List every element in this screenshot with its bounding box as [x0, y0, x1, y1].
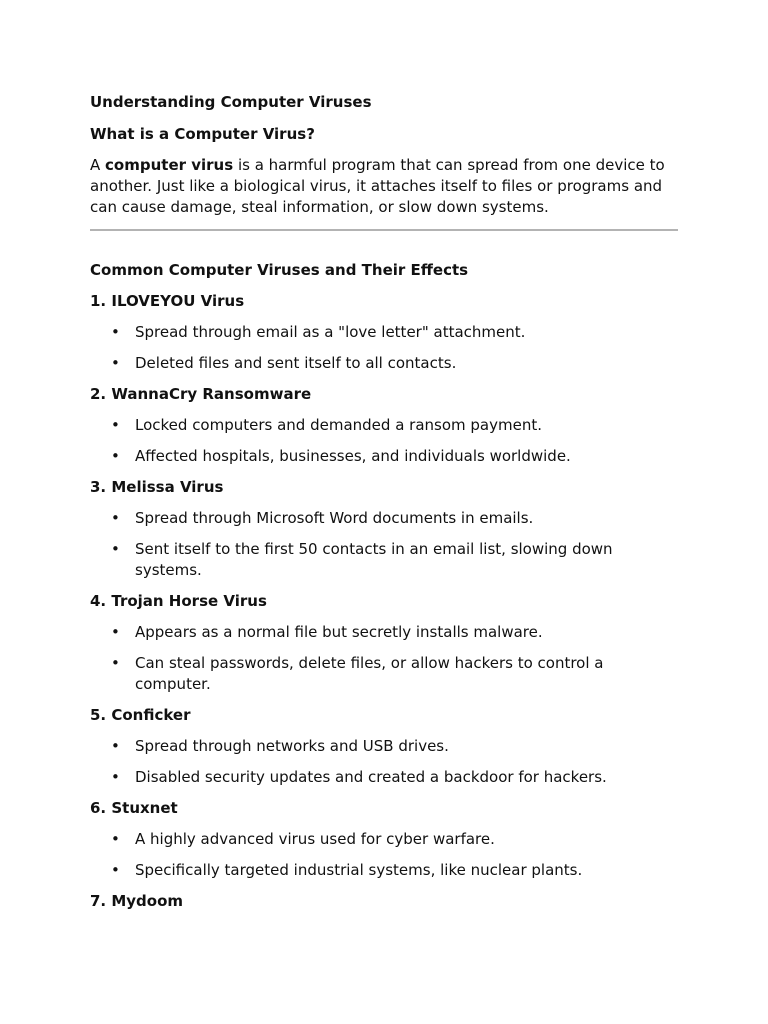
- virus-section: [90, 705, 680, 788]
- list-item-text: Spread through Microsoft Word documents in emails.: [135, 509, 534, 527]
- virus-heading: 7. Mydoom: [90, 892, 184, 910]
- list-item: [90, 508, 680, 529]
- bullet-icon: •: [111, 737, 120, 755]
- list-item: [90, 736, 680, 757]
- virus-heading: 4. Trojan Horse Virus: [90, 592, 267, 610]
- list-item-text: Sent itself to the first 50 contacts in an email list, slowing down systems.: [135, 540, 613, 579]
- bullet-icon: •: [111, 323, 120, 341]
- virus-heading: 1. ILOVEYOU Virus: [90, 292, 245, 310]
- bullet-list: [90, 508, 680, 581]
- virus-section: [90, 291, 680, 374]
- section-heading: Common Computer Viruses and Their Effects: [90, 261, 469, 279]
- list-item: [90, 446, 680, 467]
- bullet-icon: •: [111, 830, 120, 848]
- list-item: [90, 767, 680, 788]
- virus-list: [90, 291, 680, 911]
- list-item: [90, 860, 680, 881]
- list-item-text: Deleted files and sent itself to all contacts.: [135, 354, 457, 372]
- list-item-text: Can steal passwords, delete files, or allow hackers to control a computer.: [135, 654, 604, 693]
- intro-paragraph: [90, 155, 680, 218]
- bullet-icon: •: [111, 623, 120, 641]
- bullet-icon: •: [111, 509, 120, 527]
- list-item-text: Locked computers and demanded a ransom payment.: [135, 416, 542, 434]
- list-item-text: Disabled security updates and created a backdoor for hackers.: [135, 768, 607, 786]
- bullet-icon: •: [111, 654, 120, 672]
- document-title: Understanding Computer Viruses: [90, 93, 372, 111]
- list-item: [90, 653, 680, 695]
- intro-heading: What is a Computer Virus?: [90, 125, 315, 143]
- bullet-icon: •: [111, 540, 120, 558]
- virus-heading: 3. Melissa Virus: [90, 478, 224, 496]
- virus-section: [90, 591, 680, 695]
- list-item-text: Specifically targeted industrial systems, like nuclear plants.: [135, 861, 583, 879]
- bullet-list: [90, 415, 680, 467]
- list-item: [90, 322, 680, 343]
- intro-rest: is a harmful program that can spread from one device to another. Just like a biological virus, it attaches itself to files or programs and can cause damage, steal information, or slow down systems.: [90, 156, 665, 216]
- document-content: [90, 92, 680, 911]
- intro-bold-term: computer virus: [105, 156, 234, 174]
- list-item: [90, 353, 680, 374]
- bullet-icon: •: [111, 768, 120, 786]
- bullet-icon: •: [111, 861, 120, 879]
- bullet-list: [90, 829, 680, 881]
- list-item: [90, 622, 680, 643]
- list-item: [90, 539, 680, 581]
- list-item-text: A highly advanced virus used for cyber warfare.: [135, 830, 495, 848]
- intro-prefix: A: [90, 156, 106, 174]
- virus-heading: 5. Conficker: [90, 706, 191, 724]
- bullet-icon: •: [111, 447, 120, 465]
- bullet-list: [90, 736, 680, 788]
- bullet-icon: •: [111, 416, 120, 434]
- virus-section: [90, 384, 680, 467]
- list-item: [90, 829, 680, 850]
- list-item: [90, 415, 680, 436]
- bullet-list: [90, 622, 680, 695]
- virus-section: [90, 891, 680, 911]
- virus-section: [90, 477, 680, 581]
- list-item-text: Spread through email as a "love letter" attachment.: [135, 323, 526, 341]
- list-item-text: Affected hospitals, businesses, and individuals worldwide.: [135, 447, 571, 465]
- virus-heading: 2. WannaCry Ransomware: [90, 385, 312, 403]
- virus-heading: 6. Stuxnet: [90, 799, 178, 817]
- virus-section: [90, 798, 680, 881]
- list-item-text: Appears as a normal file but secretly installs malware.: [135, 623, 543, 641]
- bullet-icon: •: [111, 354, 120, 372]
- bullet-list: [90, 322, 680, 374]
- list-item-text: Spread through networks and USB drives.: [135, 737, 449, 755]
- horizontal-divider: [90, 229, 678, 231]
